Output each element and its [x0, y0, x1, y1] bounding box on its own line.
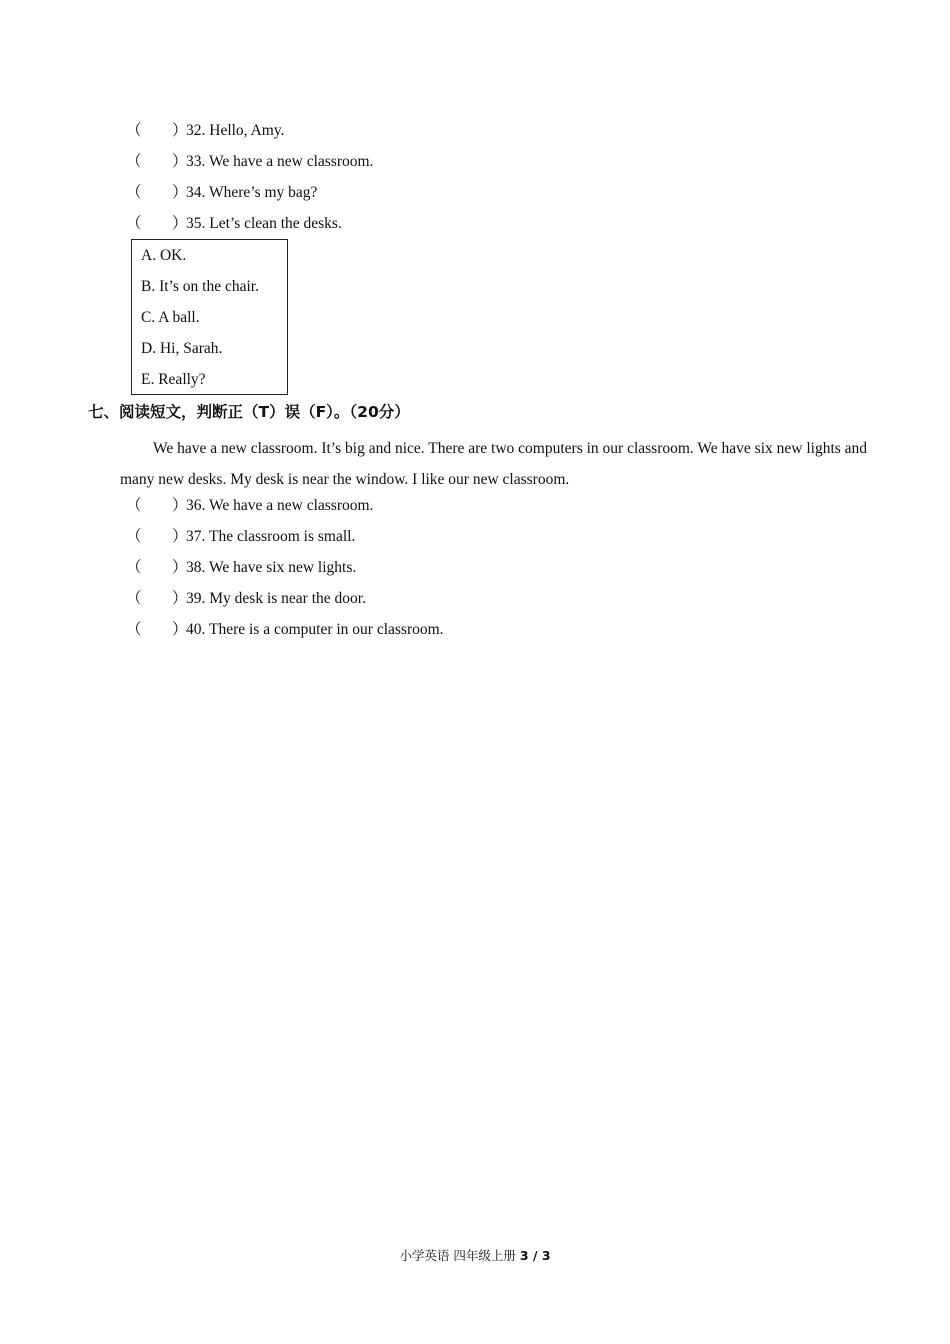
question-text: 34. Where’s my bag? [186, 184, 318, 201]
option-d: D. Hi, Sarah. [141, 340, 223, 357]
question-33: （ ）33. We have a new classroom. [126, 153, 374, 170]
question-text: 40. There is a computer in our classroom. [186, 621, 444, 638]
question-text: 33. We have a new classroom. [186, 153, 374, 170]
answer-blank-open[interactable]: （ [126, 184, 142, 201]
question-32: （ ）32. Hello, Amy. [126, 122, 285, 139]
answer-blank-open[interactable]: （ [126, 621, 142, 638]
question-40: （ ）40. There is a computer in our classroom. [126, 621, 444, 638]
answer-blank-open[interactable]: （ [126, 528, 142, 545]
question-36: （ ）36. We have a new classroom. [126, 497, 374, 514]
footer-label: 小学英语 四年级上册 [399, 1248, 520, 1263]
reading-passage: We have a new classroom. It’s big and nice. There are two computers in our classroom. We have six new lights and many new desks. My desk is near the window. I like our new classroom. [120, 440, 868, 488]
page-number: 3 / 3 [519, 1248, 551, 1263]
question-39: （ ）39. My desk is near the door. [126, 590, 366, 607]
options-box [131, 239, 288, 395]
question-text: 38. We have six new lights. [186, 559, 357, 576]
option-c: C. A ball. [141, 309, 200, 326]
page-footer [0, 1246, 950, 1264]
answer-blank-open[interactable]: （ [126, 122, 142, 139]
question-text: 35. Let’s clean the desks. [186, 215, 342, 232]
question-text: 36. We have a new classroom. [186, 497, 374, 514]
option-e: E. Really? [141, 371, 206, 388]
question-text: 37. The classroom is small. [186, 528, 356, 545]
question-37: （ ）37. The classroom is small. [126, 528, 356, 545]
answer-blank-open[interactable]: （ [126, 215, 142, 232]
question-38: （ ）38. We have six new lights. [126, 559, 357, 576]
question-text: 39. My desk is near the door. [186, 590, 366, 607]
section-title: 七、阅读短文，判断正（T）误（F）。（20分） [88, 403, 410, 421]
question-35: （ ）35. Let’s clean the desks. [126, 215, 342, 232]
option-a: A. OK. [141, 247, 187, 264]
answer-blank-open[interactable]: （ [126, 153, 142, 170]
question-34: （ ）34. Where’s my bag? [126, 184, 318, 201]
answer-blank-open[interactable]: （ [126, 559, 142, 576]
answer-blank-open[interactable]: （ [126, 590, 142, 607]
question-text: 32. Hello, Amy. [186, 122, 285, 139]
option-b: B. It’s on the chair. [141, 278, 259, 295]
answer-blank-open[interactable]: （ [126, 497, 142, 514]
